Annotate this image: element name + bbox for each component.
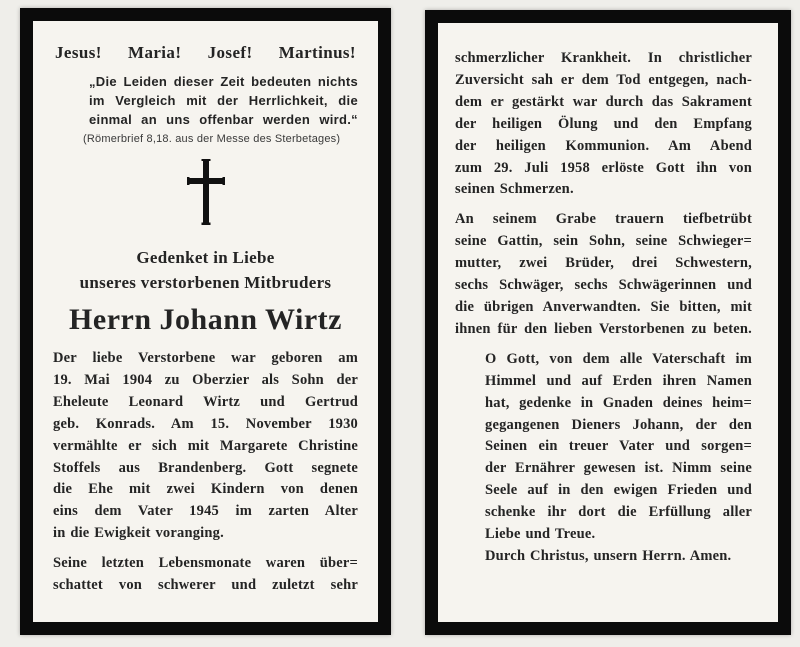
invocation-line [53, 43, 358, 63]
obituary-paragraph-3: schmerzlicher Krankheit. In christlicher Zuversicht sah er dem Tod entgegen, nach- dem er gestärkt war durch das Sakrament der heiligen Ölung und den Empfang der heiligen Kommunion. Am Abend zum 29. Juli 1958 erlöste Gott ihn von [455, 50, 752, 176]
obituary-paragraph-1-last-line: in die Ewigkeit voranging. [53, 525, 224, 542]
quote-source: (Römerbrief 8,18. aus der Messe des Sterbetages) [83, 133, 341, 145]
obituary-paragraph-1: Der liebe Verstorbene war geboren am 19. Mai 1904 zu Oberzier als Sohn der Eheleute Leonard Wirtz und Gertrud geb. Konrads. Am 15. November 1930 vermählte er sich mit Margarete Christine Stoffels aus Brandenberg. Gott segnete die Ehe mit zwei Kindern von denen eins dem Vater 1945 im zarten Alter [53, 350, 358, 520]
obituary-paragraph-3-last-line: seinen Schmerzen. [455, 181, 574, 198]
invocation-josef: Josef! [207, 43, 253, 62]
invocation-maria: Maria! [128, 43, 182, 62]
cross-icon [185, 159, 227, 225]
closing-line: Durch Christus, unsern Herrn. Amen. [485, 547, 732, 564]
obituary-paragraph-2: Seine letzten Lebensmonate waren über= schattet von schwerer und zuletzt sehr [53, 555, 358, 594]
invocation-jesus: Jesus! [55, 43, 102, 62]
prayer-paragraph: O Gott, von dem alle Vaterschaft im Himmel und auf Erden ihren Namen hat, gedenke in Gnaden deines heim= gegangenen Dieners Johann, der den Seinen ein treuer Vater und sorgen= der Ernährer gewesen ist. Nimm seine Seele auf in den ewigen Frieden und schenke ihr dort die Erfüllung aller [485, 350, 752, 521]
deceased-name: Herrn Johann Wirtz [69, 303, 342, 336]
right-page-content [438, 23, 778, 622]
mourners-paragraph: An seinem Grabe trauern tiefbetrübt seine Gattin, sein Sohn, seine Schwieger= mutter, zwei Brüder, drei Schwestern, sechs Schwäger, sechs Schwägerinnen und die übrigen Anverwandten. Sie bitten, mit ihnen für den lieben Verstorbenen zu beten. [455, 211, 752, 337]
dedication-text: Gedenket in Liebe unseres verstorbenen Mitbruders [79, 248, 332, 292]
prayer-last-line: Liebe und Treue. [485, 526, 596, 543]
scripture-quote: „Die Leiden dieser Zeit bedeuten nichts im Vergleich mit der Herrlichkeit, die einmal an uns offenbar werden wird.“ [89, 74, 358, 127]
left-page-content [33, 21, 378, 622]
invocation-martinus: Martinus! [278, 43, 356, 62]
memorial-card-left-page [20, 8, 391, 635]
memorial-card-right-page [425, 10, 791, 635]
